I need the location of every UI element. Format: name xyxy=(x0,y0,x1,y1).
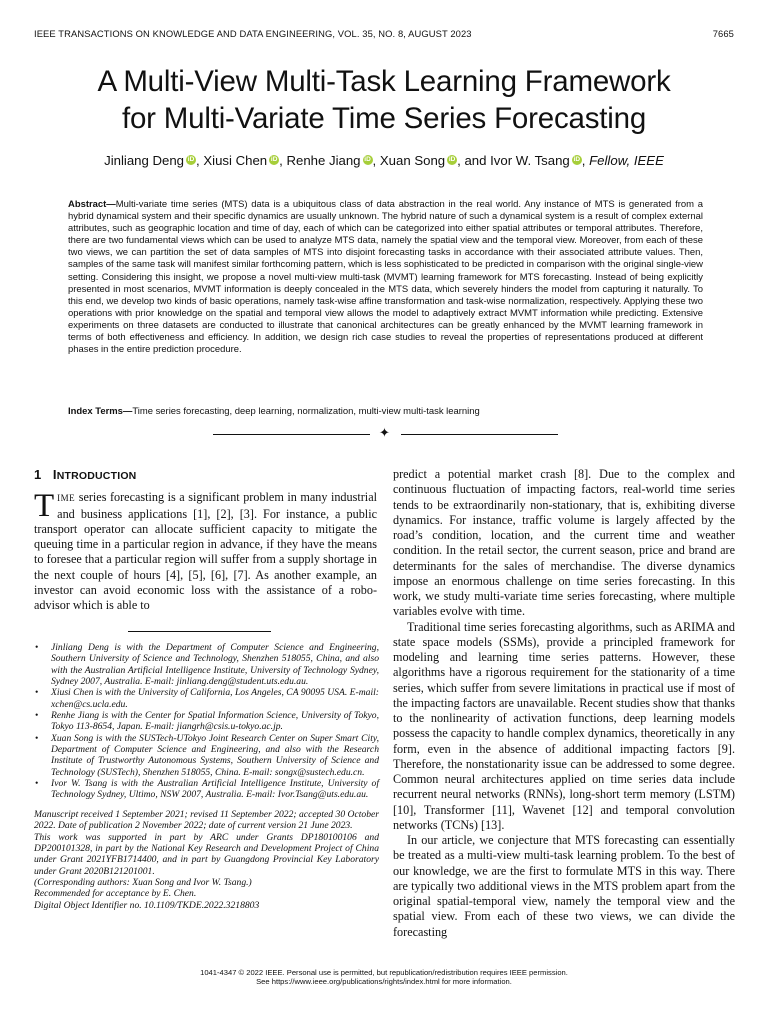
orcid-icon[interactable]: iD xyxy=(187,156,195,163)
affiliation-item: • Xuan Song is with the SUSTech-UTokyo Joint Research Center on Super Smart City, Department of Computer Science and Engineering, and also with the Research Institute of Trustworthy Autonomous Systems, Southern University of Science and Technology (SUSTech), Shenzhen 518055, China. E-mail: songx@sustech.edu.cn. xyxy=(51,733,379,778)
publication-notes xyxy=(34,809,379,911)
divider-line-right xyxy=(401,434,558,435)
support-note: This work was supported in part by ARC under Grants DP180100106 and DP200101328, in part by the National Key Research and Development Project of China under Grant 2021YFB1714400, and in part by Guangdong Provincial Key Laboratory under Grant 2020B121201001. xyxy=(34,831,379,877)
affiliation-item: • Ivor W. Tsang is with the Australian Artificial Intelligence Institute, University of Technology Sydney, Ultimo, NSW 2007, Australia. E-mail: Ivor.Tsang@uts.edu.au. xyxy=(51,778,379,801)
affiliation-item: • Xiusi Chen is with the University of California, Los Angeles, CA 90095 USA. E-mail: xchen@cs.ucla.edu. xyxy=(51,687,379,710)
affiliation-item: • Jinliang Deng is with the Department of Computer Science and Engineering, Southern University of Science and Technology, Shenzhen 518055, China, and also with the Australian Artificial Intelligence Institute, University of Technology Sydney, Sydney 2007, Australia. E-mail: jinliang.deng@student.uts.edu.au. xyxy=(51,642,379,687)
author-list xyxy=(34,153,734,168)
footnote-rule xyxy=(128,631,271,632)
abstract-text: Multi-variate time series (MTS) data is a ubiquitous class of data abstraction in the real world. Any instance of MTS is generated from a hybrid dynamical system and their specific dynamics are usually unknown. The hybrid nature of such a dynamical system is a result of complex external attributes, such as geographic location and time of day, each of which can be categorized into either spatial attributes or temporal attributes. Therefore, there are two fundamental views which can be used to analyze MTS data, namely the spatial view and the temporal view. Moreover, from each of these two views, we can partition the set of data samples of MTS into disjoint forecasting tasks in accordance with their associated attribute values. Then, samples of the same task will manifest similar forthcoming pattern, which is less sophisticated to be predicted in comparison with the original single-view setting. Considering this insight, we propose a novel multi-view multi-task (MVMT) learning framework for MTS forecasting. Instead of being explicitly presented in most scenarios, MVMT information is deeply concealed in the MTS data, which severely hinders the model from capturing it naturally. To this end, we develop two kinds of basic operations, namely task-wise affine transformation and task-wise normalization, respectively. Applying these two operations with prior knowledge on the spatial and temporal view allows the model to adaptively extract MVMT information while predicting. Extensive experiments on three datasets are conducted to illustrate that canonical architectures can be greatly enhanced by the MVMT learning framework in terms of both effectiveness and efficiency. In addition, we design rich case studies to reveal the properties of representations produced at different phases in the entire prediction procedure. xyxy=(68,199,703,356)
drop-cap: T xyxy=(34,488,55,525)
title-line-1: A Multi-View Multi-Task Learning Framework xyxy=(97,65,671,98)
intro-text: series forecasting is a significant problem in many industrial and business applications [1], [2], [3]. For instance, a public transport operator can allocate sufficient capacity to mitigate the queuing time in a particular region in advance, if they have the means to foresee that a particular region will suffer from a supply shortage in the next couple of hours [4], [5], [6], [7]. As another example, an investor can avoid economic loss with the assistance of a robo-advisor which is able to xyxy=(34,490,377,612)
section-heading xyxy=(34,467,377,484)
right-column xyxy=(393,467,735,940)
author-name: Xiusi Chen xyxy=(203,153,268,168)
author-separator: , and xyxy=(457,153,491,168)
corresponding-note: (Corresponding authors: Xuan Song and Ivor W. Tsang.) xyxy=(34,876,252,888)
orcid-icon[interactable]: iD xyxy=(448,156,456,163)
author-name: Ivor W. Tsang xyxy=(490,153,570,168)
affiliation-item: • Renhe Jiang is with the Center for Spatial Information Science, University of Tokyo, Tokyo 113-8654, Japan. E-mail: jiangrh@csis.u-tokyo.ac.jp. xyxy=(51,710,379,733)
running-header xyxy=(34,28,734,42)
affiliation-list xyxy=(34,642,379,801)
copyright-line: 1041-4347 © 2022 IEEE. Personal use is permitted, but republication/redistribution requires IEEE permission. xyxy=(200,968,568,977)
fellow-title: Fellow, IEEE xyxy=(589,153,664,168)
title-line-2: for Multi-Variate Time Series Forecasting xyxy=(121,102,647,135)
journal-citation: IEEE TRANSACTIONS ON KNOWLEDGE AND DATA ENGINEERING, VOL. 35, NO. 8, AUGUST 2023 xyxy=(34,28,472,39)
manuscript-note: Manuscript received 1 September 2021; revised 11 September 2022; accepted 30 October 2022. Date of publication 2 November 2022; date of current version 21 June 2023. xyxy=(34,808,379,832)
abstract xyxy=(68,199,703,356)
index-terms xyxy=(68,406,703,417)
paper-title xyxy=(34,63,734,137)
left-column xyxy=(34,467,377,613)
body-paragraph: In our article, we conjecture that MTS forecasting can essentially be treated as a multi-view multi-task learning problem. To the best of our knowledge, we are the first to formulate MTS in this way. There are typically two additional views in the MTS problem apart from the original spatial-temporal view, namely the temporal view and the spatial view. From each of these two views, we can divide the forecasting xyxy=(393,833,735,939)
recommended-note: Recommended for acceptance by E. Chen. xyxy=(34,888,197,900)
index-terms-label: Index Terms— xyxy=(68,406,133,417)
body-paragraph: Traditional time series forecasting algorithms, such as ARIMA and state space models (SSMs), provide a principled framework for modeling and learning time series patterns. However, these algorithms have a rigorous requirement for the stationarity of a time series, which suffer from severe limitations in practical use if most of the impacting factors are unavailable. Recent studies show that thanks to the nonlinearity of activation functions, deep learning models possess the capacity to handle complex dynamics, theoretically in any form, even in the absence of additional impacting factors [9]. Therefore, the nonstationarity issue can be addressed to some degree. Common neural architectures applied on time series data include recurrent neural networks (RNNs), long-short term memory (LSTM) [10], Transformer [11], Wavenet [12] and temporal convolution networks (TCNs) [13]. xyxy=(393,619,735,832)
intro-paragraph xyxy=(34,490,377,613)
page-number: 7665 xyxy=(712,28,734,39)
smallcaps-word: IME xyxy=(57,493,76,504)
author-separator: , xyxy=(581,153,590,168)
section-title-rest: NTRODUCTION xyxy=(56,470,137,482)
divider-star-icon: ✦ xyxy=(379,426,390,441)
section-divider xyxy=(213,426,558,441)
author-name: Renhe Jiang xyxy=(286,153,361,168)
section-title-initial: I xyxy=(52,467,57,482)
section-number: 1 xyxy=(34,467,42,482)
divider-line-left xyxy=(213,434,370,435)
rights-link-line: See https://www.ieee.org/publications/rights/index.html for more information. xyxy=(256,977,512,987)
abstract-label: Abstract— xyxy=(68,199,116,210)
author-separator: , xyxy=(279,153,287,168)
orcid-icon[interactable]: iD xyxy=(364,156,371,163)
footnotes xyxy=(34,642,379,911)
author-separator: , xyxy=(196,153,204,168)
index-terms-text: Time series forecasting, deep learning, normalization, multi-view multi-task learning xyxy=(132,406,480,417)
author-separator: , xyxy=(372,153,380,168)
author-name: Xuan Song xyxy=(379,153,446,168)
doi-note: Digital Object Identifier no. 10.1109/TKDE.2022.3218803 xyxy=(34,899,260,911)
author-name: Jinliang Deng xyxy=(104,153,185,168)
body-paragraph: predict a potential market crash [8]. Due to the complex and continuous fluctuation of impacting factors, real-world time series tends to be extraordinarily non-stationary, that is, exhibiting diverse dynamics. For instance, traffic volume is largely affected by the road’s condition, location, and the current time and weather condition. In the retail sector, the current season, price and brand are determinants for the sales of merchandise. The diverse dynamics impose an enormous challenge on time series forecasting. In this work, we study multi-variate time series forecasting, where multiple variables evolve with time. xyxy=(393,467,735,619)
orcid-icon[interactable]: iD xyxy=(270,156,278,163)
copyright-footer xyxy=(34,968,734,986)
orcid-icon[interactable]: iD xyxy=(573,156,581,163)
